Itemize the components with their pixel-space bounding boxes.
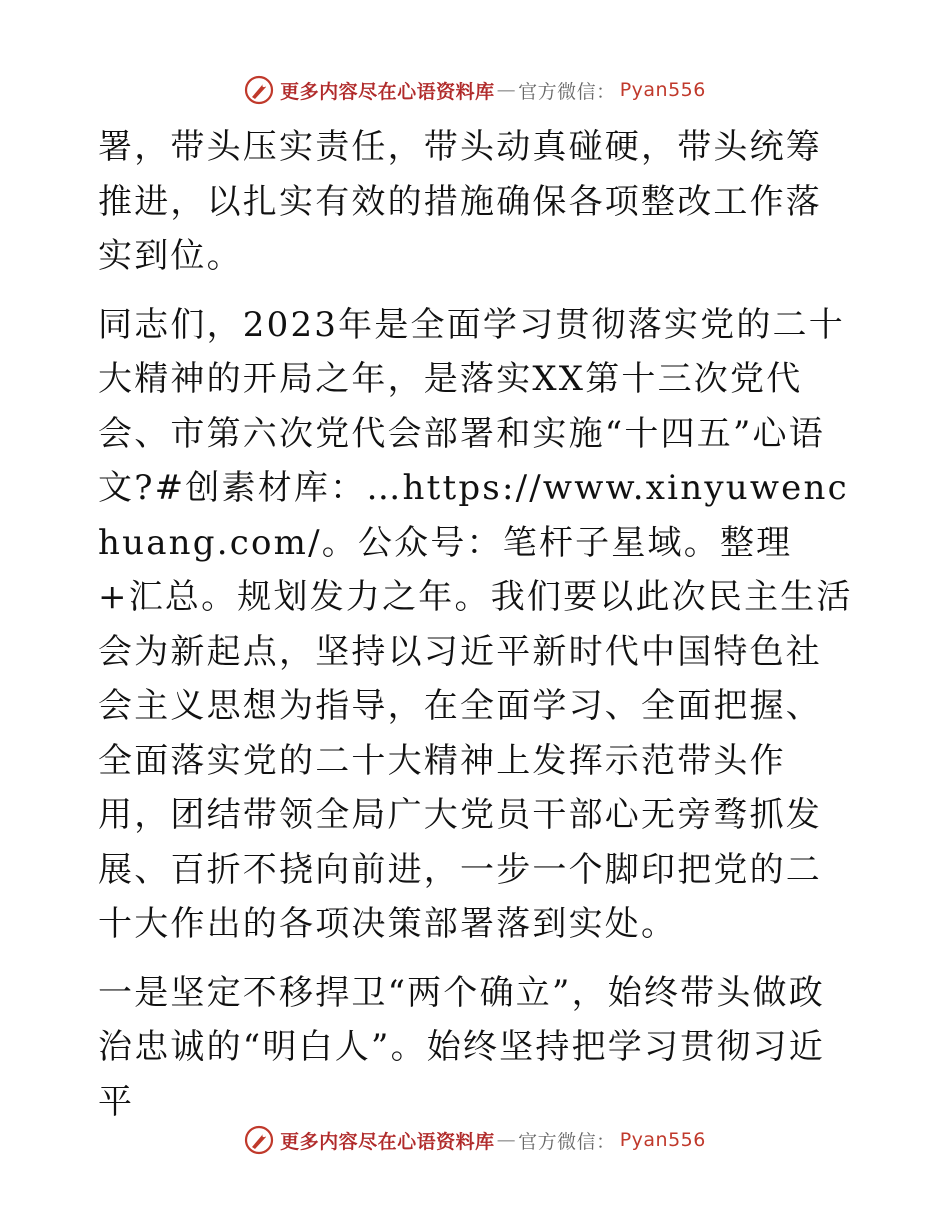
- paragraph-2: 同志们，2023年是全面学习贯彻落实党的二十大精神的开局之年，是落实XX第十三次党代会、市第六次党代会部署和实施“十四五”心语文?#创素材库：…https://www.xinyuwenchuang.com/。公众号：笔杆子星域。整理+汇总。规划发力之年。我们要以此次民主生活会为新起点，坚持以习近平新时代中国特色社会主义思想为指导，在全面学习、全面把握、全面落实党的二十大精神上发挥示范带头作用，团结带领全局广大党员干部心无旁骛抓发展、百折不挠向前进，一步一个脚印把党的二十大作出的各项决策部署落到实处。: [98, 304, 853, 944]
- document-body: [98, 120, 858, 1129]
- watermark-prefix: 更多内容尽在心语资料库: [280, 80, 495, 103]
- watermark-dash: —: [496, 1129, 517, 1151]
- watermark-wechat-id: Pyan556: [619, 1129, 706, 1151]
- paragraph-3: 一是坚定不移捍卫“两个确立”，始终带头做政治忠诚的“明白人”。始终坚持把学习贯彻习近平: [98, 972, 825, 1122]
- watermark-prefix: 更多内容尽在心语资料库: [280, 1130, 495, 1153]
- watermark-wechat-id: Pyan556: [619, 79, 706, 101]
- header-watermark: [0, 70, 950, 110]
- watermark-suffix: 官方微信：: [518, 1130, 616, 1153]
- pen-nib-logo-icon: [244, 75, 274, 105]
- watermark-suffix: 官方微信：: [518, 80, 616, 103]
- paragraph-1: 署，带头压实责任，带头动真碰硬，带头统筹推进，以扎实有效的措施确保各项整改工作落实到位。: [98, 127, 822, 276]
- pen-nib-logo-icon: [244, 1125, 274, 1155]
- footer-watermark: [0, 1120, 950, 1160]
- watermark-dash: —: [496, 79, 517, 101]
